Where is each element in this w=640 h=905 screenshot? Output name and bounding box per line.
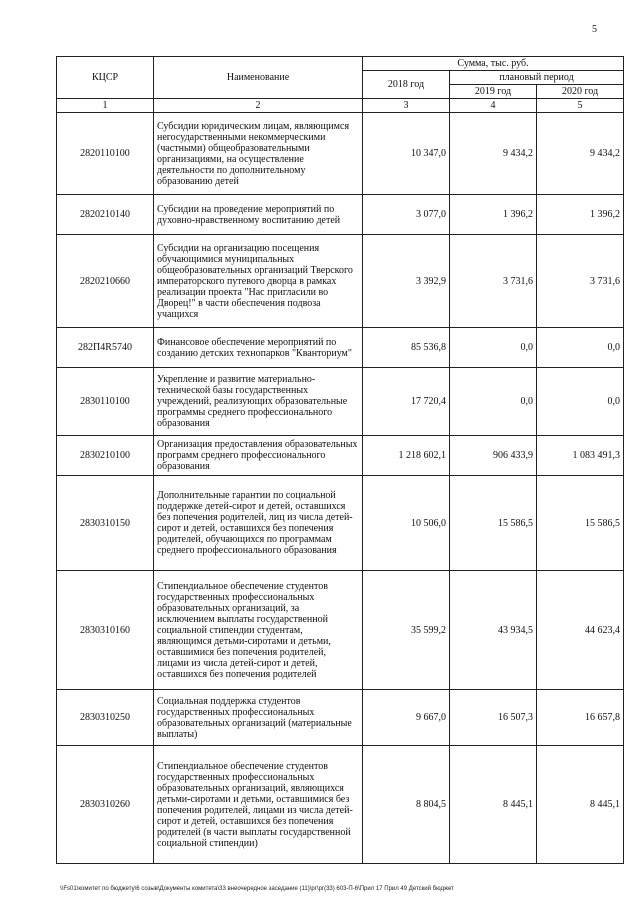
- amount-2020: 16 657,8: [537, 690, 624, 746]
- amount-2018: 10 347,0: [363, 113, 450, 195]
- column-number: 5: [537, 99, 624, 113]
- header-kcsr: КЦСР: [57, 57, 154, 99]
- amount-2019: 1 396,2: [450, 195, 537, 235]
- table-row: [57, 436, 624, 476]
- kcsr-code: 2830310160: [57, 571, 154, 690]
- amount-2019: 0,0: [450, 328, 537, 368]
- amount-2019: 16 507,3: [450, 690, 537, 746]
- kcsr-code: 2830310260: [57, 746, 154, 864]
- amount-2019: 906 433,9: [450, 436, 537, 476]
- row-name: Субсидии на организацию посещения обучающимися муниципальных общеобразовательных организаций Тверского императорского путевого дворца в рамках реализации проекта "Нас пригласили во Дворец!" в части обеспечения подвоза учащихся: [154, 235, 363, 328]
- amount-2018: 35 599,2: [363, 571, 450, 690]
- table-row: [57, 113, 624, 195]
- amount-2019: 3 731,6: [450, 235, 537, 328]
- row-name: Стипендиальное обеспечение студентов государственных профессиональных образовательных организаций, за исключением выплаты государственной социальной стипендии студентам, являющимся детьми-сиротами и детьми, оставшимися без попечения родителей, лицами из числа детей-сирот и детей, оставшихся без попечения родителей: [154, 571, 363, 690]
- table-row: [57, 195, 624, 235]
- kcsr-code: 2820210660: [57, 235, 154, 328]
- amount-2019: 43 934,5: [450, 571, 537, 690]
- header-year-2018: 2018 год: [363, 71, 450, 99]
- column-number: 4: [450, 99, 537, 113]
- amount-2020: 8 445,1: [537, 746, 624, 864]
- budget-table: [56, 56, 624, 864]
- amount-2018: 10 506,0: [363, 476, 450, 571]
- amount-2018: 1 218 602,1: [363, 436, 450, 476]
- kcsr-code: 282П4R5740: [57, 328, 154, 368]
- table-row: [57, 476, 624, 571]
- amount-2019: 15 586,5: [450, 476, 537, 571]
- table-row: [57, 368, 624, 436]
- column-number: 2: [154, 99, 363, 113]
- row-name: Дополнительные гарантии по социальной поддержке детей-сирот и детей, оставшихся без попечения родителей, лиц из числа детей-сирот и детей, оставшихся без попечения родителей, обучающихся по программам среднего профессионального образования: [154, 476, 363, 571]
- table-row: [57, 690, 624, 746]
- header-year-2019: 2019 год: [450, 85, 537, 99]
- amount-2020: 9 434,2: [537, 113, 624, 195]
- row-name: Социальная поддержка студентов государственных профессиональных образовательных организаций (материальные выплаты): [154, 690, 363, 746]
- header-sum: Сумма, тыс. руб.: [363, 57, 624, 71]
- amount-2018: 8 804,5: [363, 746, 450, 864]
- row-name: Укрепление и развитие материально-технической базы государственных учреждений, реализующих образовательные программы среднего профессионального образования: [154, 368, 363, 436]
- amount-2020: 44 623,4: [537, 571, 624, 690]
- row-name: Субсидии на проведение мероприятий по духовно-нравственному воспитанию детей: [154, 195, 363, 235]
- table-row: [57, 235, 624, 328]
- amount-2020: 0,0: [537, 368, 624, 436]
- amount-2020: 15 586,5: [537, 476, 624, 571]
- amount-2018: 17 720,4: [363, 368, 450, 436]
- amount-2019: 0,0: [450, 368, 537, 436]
- header-year-2020: 2020 год: [537, 85, 624, 99]
- amount-2020: 3 731,6: [537, 235, 624, 328]
- row-name: Финансовое обеспечение мероприятий по созданию детских технопарков "Кванториум": [154, 328, 363, 368]
- row-name: Субсидии юридическим лицам, являющимся негосударственными некоммерческими (частными) общеобразовательными организациями, на осуществление деятельности по дополнительному образованию детей: [154, 113, 363, 195]
- kcsr-code: 2820110100: [57, 113, 154, 195]
- page-number: 5: [592, 24, 597, 35]
- amount-2020: 1 396,2: [537, 195, 624, 235]
- amount-2020: 1 083 491,3: [537, 436, 624, 476]
- column-number: 1: [57, 99, 154, 113]
- table-row: [57, 571, 624, 690]
- row-name: Стипендиальное обеспечение студентов государственных профессиональных образовательных организаций, являющихся детьми-сиротами и детьми, оставшимися без попечения родителей, лицами из числа детей-сирот и детей, оставшихся без попечения родителей (в части выплаты государственной социальной стипендии): [154, 746, 363, 864]
- kcsr-code: 2830110100: [57, 368, 154, 436]
- amount-2019: 9 434,2: [450, 113, 537, 195]
- amount-2020: 0,0: [537, 328, 624, 368]
- footer-file-path: \\Fs01\комитет по бюджету\6 созыв\Документы комитета\33 внеочередное заседание (11)\рг\рг(33) 603-П-6\Прил 17 Прил 49 Детский бюджет: [60, 886, 454, 892]
- amount-2018: 3 077,0: [363, 195, 450, 235]
- kcsr-code: 2830310250: [57, 690, 154, 746]
- column-number: 3: [363, 99, 450, 113]
- amount-2019: 8 445,1: [450, 746, 537, 864]
- amount-2018: 85 536,8: [363, 328, 450, 368]
- table-row: [57, 328, 624, 368]
- header-planning-period: плановый период: [450, 71, 624, 85]
- table-row: [57, 746, 624, 864]
- kcsr-code: 2830310150: [57, 476, 154, 571]
- row-name: Организация предоставления образовательных программ среднего профессионального образования: [154, 436, 363, 476]
- amount-2018: 9 667,0: [363, 690, 450, 746]
- column-number-row: [57, 99, 624, 113]
- kcsr-code: 2820210140: [57, 195, 154, 235]
- kcsr-code: 2830210100: [57, 436, 154, 476]
- header-name: Наименование: [154, 57, 363, 99]
- amount-2018: 3 392,9: [363, 235, 450, 328]
